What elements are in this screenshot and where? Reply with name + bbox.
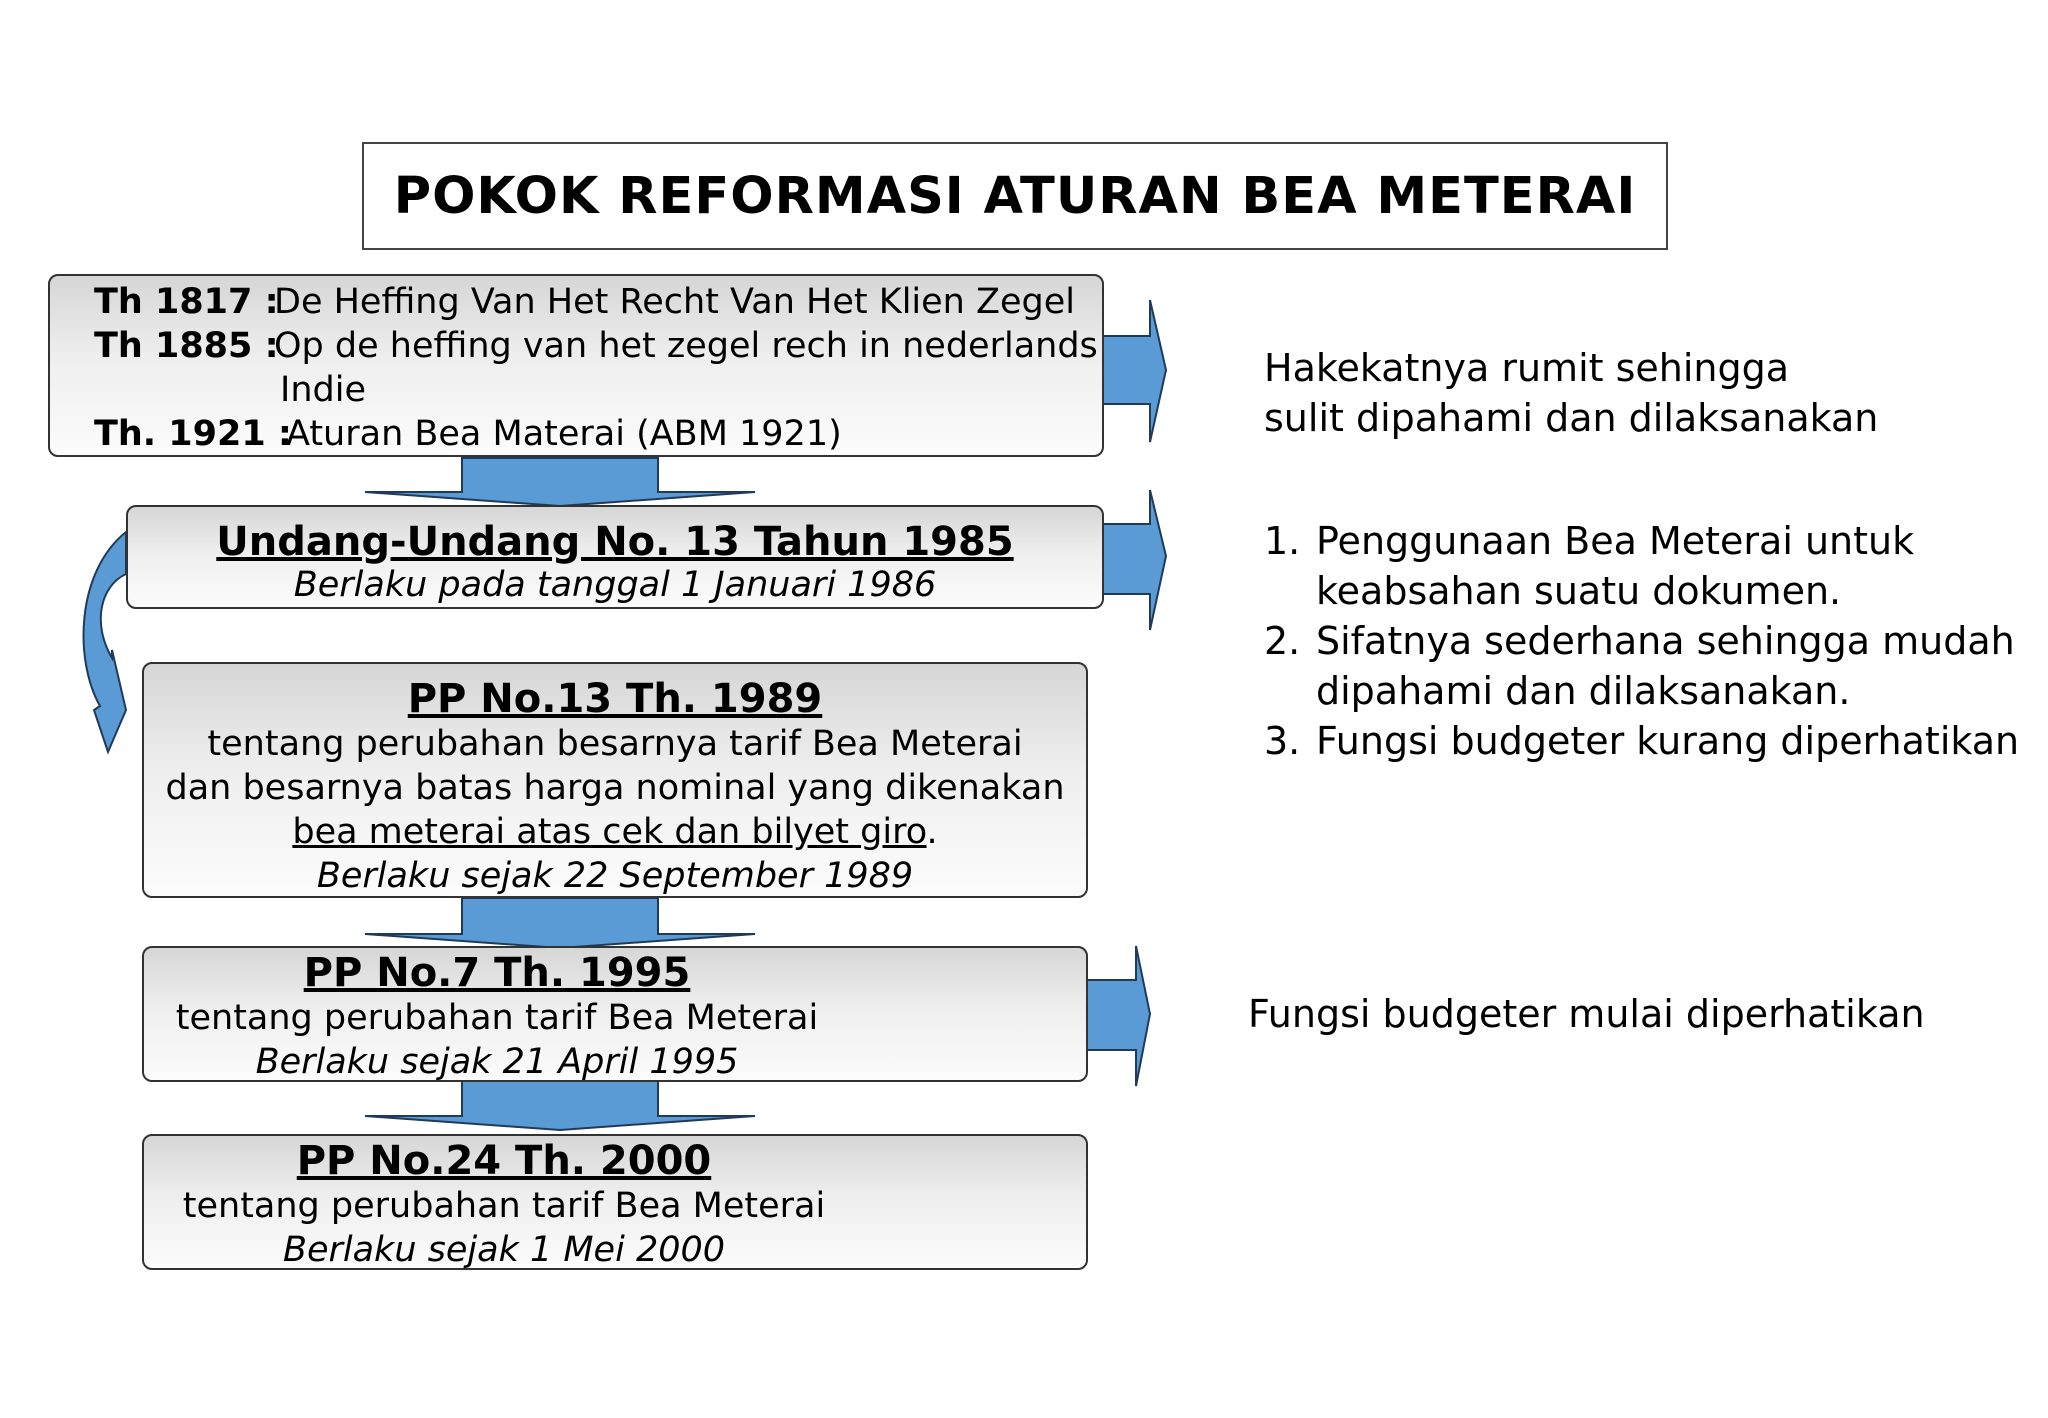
page-title: POKOK REFORMASI ATURAN BEA METERAI	[362, 142, 1668, 250]
history-row-1817	[94, 280, 1075, 324]
right-arrow-2	[1100, 490, 1166, 630]
list-line: Fungsi budgeter kurang diperhatikan	[1316, 719, 2020, 763]
list-item	[1264, 616, 2019, 716]
list-line: Penggunaan Bea Meterai untuk	[1316, 519, 1915, 563]
history-year: Th 1817 :	[94, 282, 279, 322]
history-row-1885	[94, 324, 1098, 368]
pp-1989-box	[142, 662, 1088, 898]
history-text: Indie	[280, 370, 366, 410]
history-text: De Heffing Van Het Recht Van Het Klien Zegel	[274, 282, 1075, 322]
history-box	[48, 274, 1104, 457]
down-arrow-3	[365, 1080, 755, 1130]
pp-1989-line-3-underlined: bea meterai atas cek dan bilyet giro	[292, 812, 927, 852]
pp-1989-line-1: tentang perubahan besarnya tarif Bea Meterai	[207, 724, 1023, 764]
pp-1989-heading: PP No.13 Th. 1989	[407, 676, 823, 722]
list-number: 2.	[1264, 619, 1301, 663]
uu-1985-heading: Undang-Undang No. 13 Tahun 1985	[216, 519, 1014, 565]
list-number: 3.	[1264, 719, 1301, 763]
note-uu-1985-points	[1264, 516, 2019, 766]
history-year: Th 1885 :	[94, 326, 279, 366]
note-old-rules	[1264, 343, 1878, 443]
list-item	[1264, 716, 2019, 766]
list-item	[1264, 516, 2019, 616]
pp-1995-box	[142, 946, 1088, 1082]
down-arrow-2	[365, 898, 755, 948]
uu-1985-box	[126, 505, 1104, 609]
down-arrow-1	[365, 458, 755, 506]
uu-1985-effective: Berlaku pada tanggal 1 Januari 1986	[293, 565, 937, 605]
note-line: Hakekatnya rumit sehingga	[1264, 346, 1790, 390]
right-arrow-3	[1086, 946, 1150, 1086]
curved-arrow	[84, 532, 126, 752]
pp-2000-heading: PP No.24 Th. 2000	[296, 1138, 712, 1184]
pp-1995-effective: Berlaku sejak 21 April 1995	[255, 1042, 739, 1082]
history-year: Th. 1921 :	[94, 414, 292, 454]
history-text: Op de heffing van het zegel rech in nederlands	[274, 326, 1098, 366]
list-line: keabsahan suatu dokumen.	[1316, 569, 1842, 613]
pp-1989-line-2: dan besarnya batas harga nominal yang dikenakan	[165, 768, 1065, 808]
pp-2000-line-1: tentang perubahan tarif Bea Meterai	[182, 1186, 826, 1226]
list-line: dipahami dan dilaksanakan.	[1316, 669, 1851, 713]
right-arrow-1	[1100, 300, 1166, 442]
history-row-1885-cont	[280, 368, 366, 412]
list-number: 1.	[1264, 519, 1301, 563]
pp-1995-heading: PP No.7 Th. 1995	[303, 950, 691, 996]
pp-1989-effective: Berlaku sejak 22 September 1989	[316, 856, 914, 896]
note-line: sulit dipahami dan dilaksanakan	[1264, 396, 1879, 440]
note-pp-1995: Fungsi budgeter mulai diperhatikan	[1248, 992, 1925, 1036]
list-line: Sifatnya sederhana sehingga mudah	[1316, 619, 2015, 663]
pp-2000-box	[142, 1134, 1088, 1270]
history-row-1921	[94, 412, 842, 456]
history-text: Aturan Bea Materai (ABM 1921)	[286, 414, 842, 454]
pp-1989-line-3	[144, 810, 1086, 854]
pp-2000-effective: Berlaku sejak 1 Mei 2000	[282, 1230, 726, 1270]
pp-1989-line-3-end: .	[926, 812, 938, 852]
pp-1995-line-1: tentang perubahan tarif Bea Meterai	[175, 998, 819, 1038]
